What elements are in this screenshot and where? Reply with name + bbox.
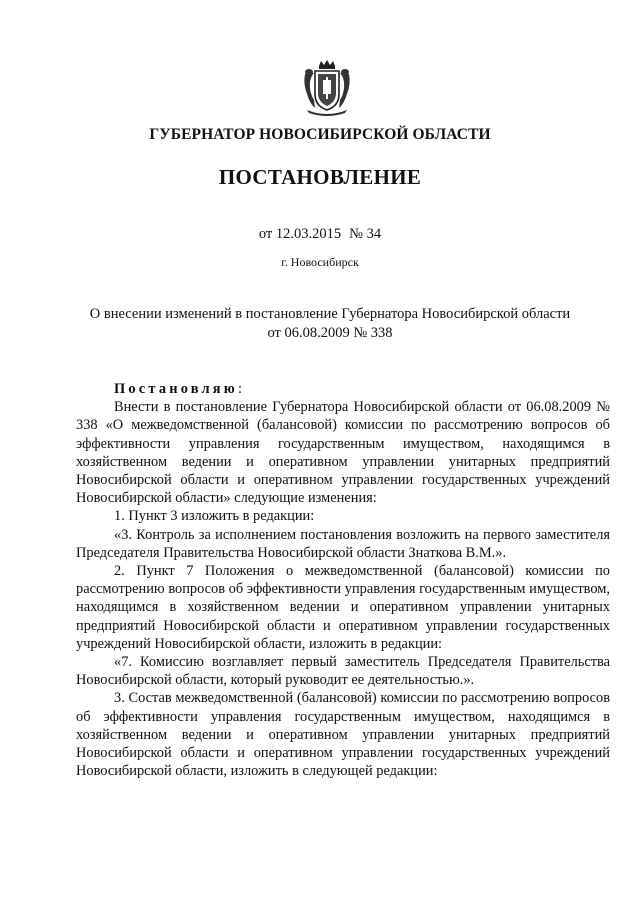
decree-word: Постановляю	[114, 381, 238, 397]
coat-of-arms-icon	[301, 60, 353, 116]
organization-title: ГУБЕРНАТОР НОВОСИБИРСКОЙ ОБЛАСТИ	[149, 126, 491, 143]
body-paragraph: 1. Пункт 3 изложить в редакции:	[114, 508, 315, 525]
decree-colon: :	[237, 381, 242, 397]
document-body	[76, 380, 610, 780]
body-paragraph: 2. Пункт 7 Положения о межведомственной (балансовой) комиссии по рассмотрению вопросов об эффективности управления государственным имуществом, находящимся в хозяйственном ведении и оперативном управлении унитарных предприятий Новосибирской области и оперативном управлении государственных учреждений Новосибирской области, изложить в редакции:	[76, 563, 610, 652]
document-number: № 34	[349, 226, 382, 242]
body-paragraph: «7. Комиссию возглавляет первый заместитель Председателя Правительства Новосибирской области, который руководит ее деятельностью.».	[76, 654, 610, 689]
document-date: от 12.03.2015	[258, 226, 342, 242]
date-number-line	[0, 226, 640, 243]
body-paragraph: «3. Контроль за исполнением постановления возложить на первого заместителя Председателя Правительства Новосибирской области Знаткова В.М.».	[76, 526, 610, 561]
document-type: ПОСТАНОВЛЕНИЕ	[218, 165, 422, 189]
decree-heading	[76, 380, 610, 398]
body-paragraph: Внести в постановление Губернатора Новосибирской области от 06.08.2009 № 338 «О межведомственной (балансовой) комиссии по рассмотрению вопросов об эффективности управления государственным имуществом, находящимся в хозяйственном ведении и оперативном управлении унитарных предприятий Новосибирской области и оперативном управлении государственных учреждений Новосибирской области» следующие изменения:	[76, 399, 610, 507]
subject-line-1: О внесении изменений в постановление Губернатора Новосибирской области	[89, 306, 571, 322]
city-line: г. Новосибирск	[281, 255, 359, 269]
document-subject	[70, 305, 590, 343]
subject-line-2: от 06.08.2009 № 338	[267, 325, 393, 341]
body-paragraph: 3. Состав межведомственной (балансовой) комиссии по рассмотрению вопросов об эффективности управления государственным имуществом, находящимся в хозяйственном ведении и оперативном управлении унитарных предприятий Новосибирской области и оперативном управлении государственных учреждений Новосибирской области, изложить в следующей редакции:	[76, 690, 610, 780]
